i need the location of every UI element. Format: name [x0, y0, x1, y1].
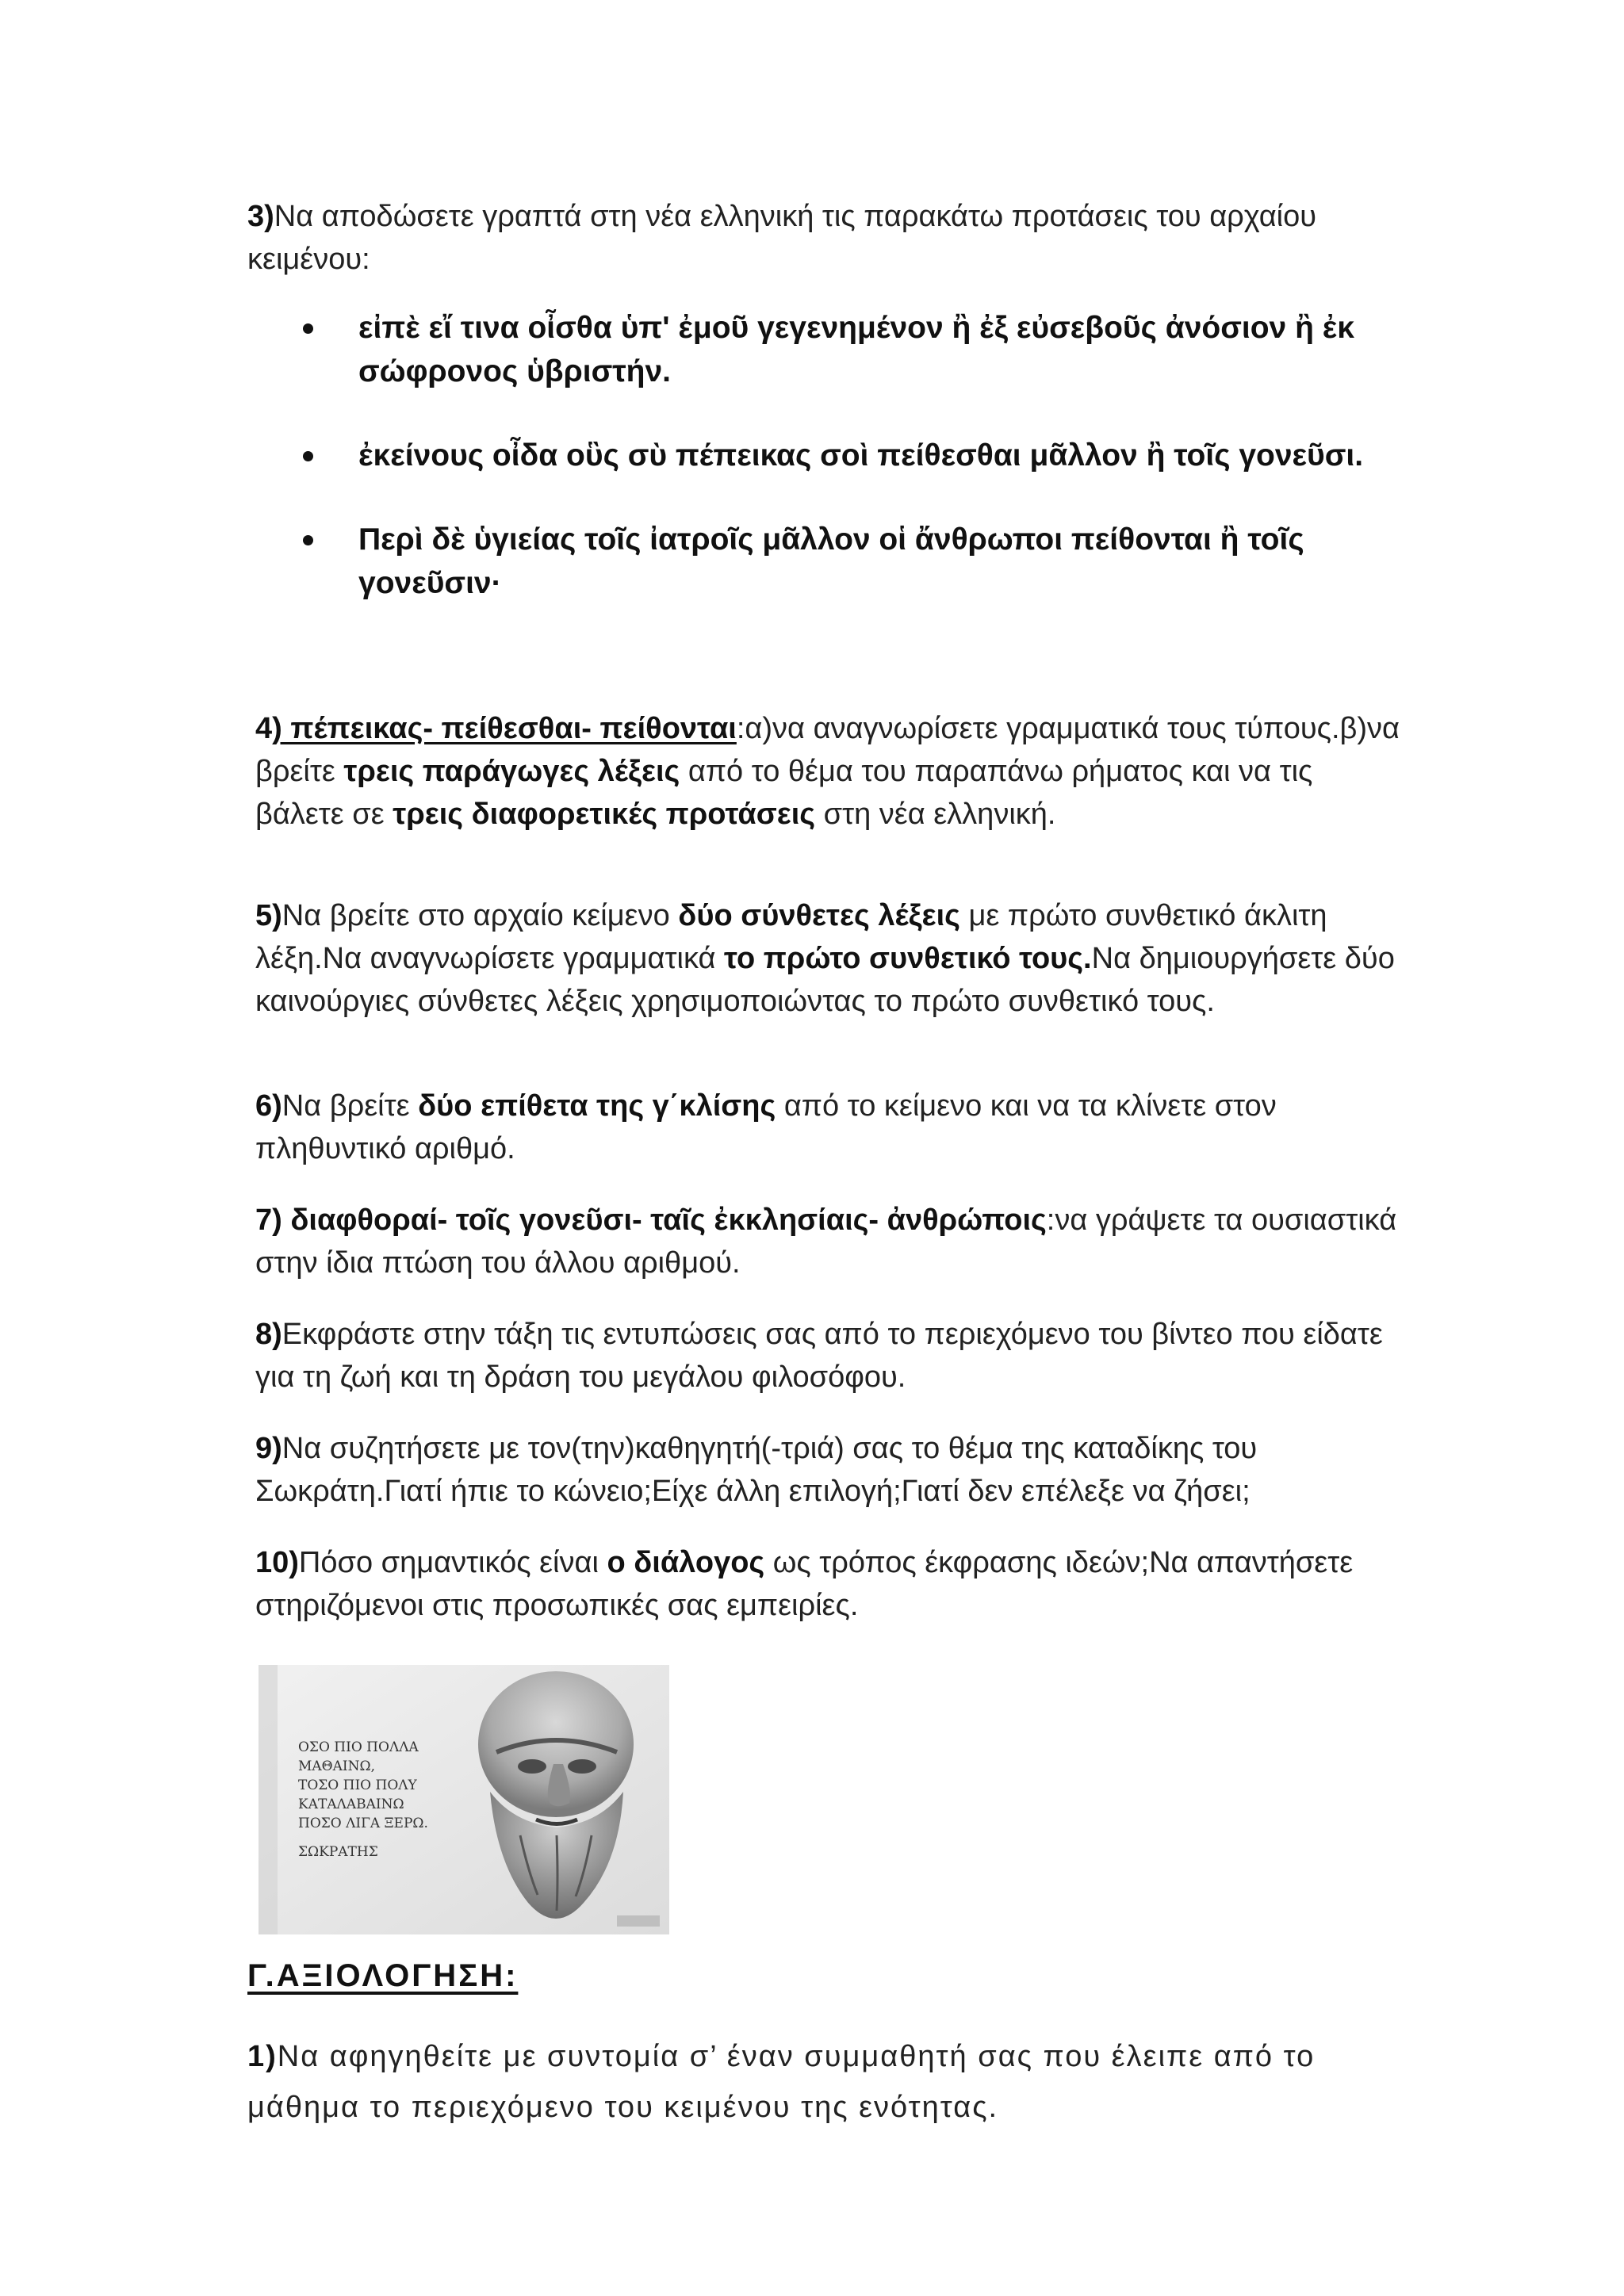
question-10: 10)Πόσο σημαντικός είναι ο διάλογος ως τρόπος έκφρασης ιδεών;Να απαντήσετε στηριζόμενοι στις προσωπικές σας εμπειρίες. — [255, 1546, 1354, 1622]
question-5-number: 5) — [255, 899, 282, 932]
question-7-words: 7) διαφθοραί- τοῖς γονεῦσι- ταῖς ἐκκλησίαις- ἀνθρώποις — [255, 1203, 1047, 1237]
question-9-number: 9) — [255, 1432, 282, 1465]
quote-author: ΣΩΚΡΑΤΗΣ — [298, 1844, 378, 1860]
question-3-number: 3) — [247, 200, 274, 233]
question-9: 9)Να συζητήσετε με τον(την)καθηγητή(-τριά) σας το θέμα της καταδίκης του Σωκράτη.Γιατί ήπιε το κώνειο;Είχε άλλη επιλογή;Γιατί δεν επέλεξε να ζήσει; — [255, 1432, 1258, 1508]
question-5: 5)Να βρείτε στο αρχαίο κείμενο δύο σύνθετες λέξεις με πρώτο συνθετικό άκλιτη λέξη.Να αναγνωρίσετε γραμματικά το πρώτο συνθετικό τους.Να δημιουργήσετε δύο καινούργιες σύνθετες λέξεις χρησιμοποιώντας το πρώτο συνθετικό τους. — [255, 899, 1395, 1018]
socrates-quote: ΟΣΟ ΠΙΟ ΠΟΛΛΑ ΜΑΘΑΙΝΩ, ΤΟΣΟ ΠΙΟ ΠΟΛΥ ΚΑΤΑΛΑΒΑΙΝΩ ΠΟΣΟ ΛΙΓΑ ΞΕΡΩ. ΣΩΚΡΑΤΗΣ — [298, 1738, 481, 1862]
evaluation-question-1: 1)Να αφηγηθείτε με συντομία σ’ έναν συμμαθητή σας που έλειπε από το μάθημα το περιεχόμενο του κειμένου της ενότητας. — [247, 2040, 1316, 2124]
bullet-item: Περὶ δὲ ὑγιείας τοῖς ἰατροῖς μᾶλλον οἱ ἄνθρωποι πείθονται ἢ τοῖς γονεῦσιν· — [247, 518, 1397, 605]
socrates-quote-image — [259, 1665, 669, 1934]
bullet-icon — [303, 323, 313, 334]
evaluation-heading: Γ.ΑΞΙΟΛΟΓΗΣΗ: — [247, 1958, 519, 1993]
question-7: 7) διαφθοραί- τοῖς γονεῦσι- ταῖς ἐκκλησίαις- ἀνθρώποις:να γράψετε τα ουσιαστικά στην ίδια πτώση του άλλου αριθμού. — [255, 1203, 1397, 1280]
question-8: 8)Εκφράστε στην τάξη τις εντυπώσεις σας από το περιεχόμενο του βίντεο που είδατε για τη ζωή και τη δράση του μεγάλου φιλοσόφου. — [255, 1318, 1383, 1394]
question-4-number: 4 — [255, 712, 273, 745]
question-10-number: 10) — [255, 1546, 299, 1579]
question-6: 6)Να βρείτε δύο επίθετα της γ΄κλίσης από το κείμενο και να τα κλίνετε στον πληθυντικό αριθμό. — [255, 1089, 1277, 1165]
question-4: 4) πέπεικας- πείθεσθαι- πείθονται:α)να αναγνωρίσετε γραμματικά τους τύπους.β)να βρείτε τρεις παράγωγες λέξεις από το θέμα του παραπάνω ρήματος και να τις βάλετε σε τρεις διαφορετικές προτάσεις στη νέα ελληνική. — [255, 712, 1400, 831]
evaluation-question-number: 1) — [247, 2040, 278, 2073]
bullet-item: εἰπὲ εἴ τινα οἶσθα ὑπ' ἐμοῦ γεγενημένον ἢ ἐξ εὐσεβοῦς ἀνόσιον ἢ ἐκ σώφρονος ὑβριστήν. — [247, 306, 1397, 393]
question-3-bullet-list — [247, 306, 1397, 605]
question-6-number: 6) — [255, 1089, 282, 1123]
question-3 — [247, 195, 1397, 281]
bullet-icon — [303, 535, 313, 545]
bullet-item: ἐκείνους οἶδα οὓς σὺ πέπεικας σοὶ πείθεσθαι μᾶλλον ἢ τοῖς γονεῦσι. — [247, 434, 1397, 477]
bullet-icon — [303, 451, 313, 461]
question-3-text: Να αποδώσετε γραπτά στη νέα ελληνική τις παρακάτω προτάσεις του αρχαίου κειμένου: — [247, 200, 1317, 276]
question-8-number: 8) — [255, 1318, 282, 1351]
question-4-words: ) πέπεικας- πείθεσθαι- πείθονται — [272, 712, 737, 745]
